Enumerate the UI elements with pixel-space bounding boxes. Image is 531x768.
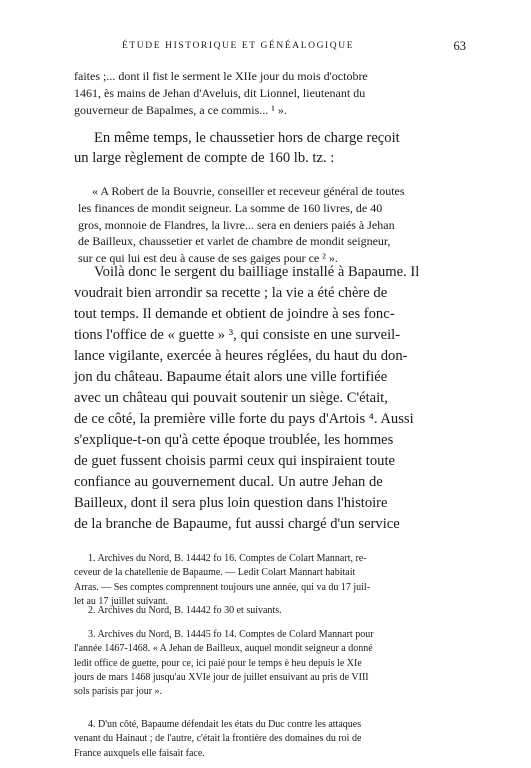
text-line: 4. D'un côté, Bapaume défendait les états du Duc contre les attaques	[88, 719, 362, 730]
text-line: « A Robert de la Bouvrie, conseiller et receveur général de toutes	[92, 184, 405, 198]
text-line: de la branche de Bapaume, fut aussi chargé d'un service	[74, 516, 400, 532]
footnote-4	[74, 718, 466, 761]
text-line: gros, monnoie de Flandres, la livre... sera en deniers paiés à Jehan	[78, 217, 395, 232]
text-line: venant du Hainaut ; de l'autre, c'était la frontière des domaines du roi de	[74, 733, 362, 745]
block-quote	[78, 183, 466, 267]
text-line: Arras. — Ses comptes comprennent toujours une année, qui va du 17 juil-	[74, 581, 371, 593]
text-line: 1461, ès mains de Jehan d'Aveluis, dit Lionnel, lieutenant du	[74, 86, 366, 100]
text-line: les finances de mondit seigneur. La somme de 160 livres, de 40	[78, 200, 383, 215]
page-number: 63	[453, 39, 466, 53]
text-line: 2. Archives du Nord, B. 14442 fo 30 et suivants.	[88, 605, 282, 616]
text-line: voudrait bien arrondir sa recette ; la vie a été chère de	[74, 285, 388, 301]
text-line: 3. Archives du Nord, B. 14445 fo 14. Comptes de Colard Mannart pour	[88, 629, 374, 640]
text-line: Bailleux, dont il sera plus loin question dans l'histoire	[74, 495, 388, 511]
text-line: confiance au gouvernement ducal. Un autre Jehan de	[74, 474, 383, 490]
text-line: de ce côté, la première ville forte du pays d'Artois ⁴. Aussi	[74, 411, 414, 427]
text-line: un large règlement de compte de 160 lb. tz. :	[74, 150, 335, 166]
text-line: de Bailleux, chaussetier et varlet de chambre de mondit seigneur,	[78, 234, 391, 249]
paragraph-3	[74, 262, 466, 535]
text-line: tout temps. Il demande et obtient de joindre à ses fonc-	[74, 306, 395, 322]
text-line: de guet fussent choisis parmi ceux qui inspiraient toute	[74, 453, 395, 469]
text-line: gouverneur de Bapalmes, a ce commis... ¹ ».	[74, 103, 287, 117]
text-line: En même temps, le chaussetier hors de charge reçoit	[94, 130, 400, 146]
paragraph-1	[74, 68, 466, 119]
text-line: avec un château qui pouvait soutenir un siège. C'était,	[74, 390, 388, 406]
text-line: jours de mars 1468 jusqu'au XVIe jour de juillet ensuivant au pris de VIII	[74, 671, 369, 683]
text-line: sur ce qui lui est deu à cause de ses gaiges pour ce ² ».	[78, 251, 338, 266]
text-line: lance vigilante, exercée à heures réglées, du haut du don-	[74, 348, 408, 364]
text-line: faites ;... dont il fist le serment le XIIe jour du mois d'octobre	[74, 69, 368, 83]
text-line: l'année 1467-1468. « A Jehan de Bailleux, auquel mondit seigneur a donné	[74, 643, 373, 655]
text-line: s'explique-t-on qu'à cette époque troublée, les hommes	[74, 432, 394, 448]
text-line: jon du château. Bapaume était alors une ville fortifiée	[74, 369, 388, 385]
text-line: ledit office de guette, pour ce, ici paié pour le temps è heu depuis le XIe	[74, 657, 362, 669]
footnote-1	[74, 552, 466, 609]
text-line: sols parisis par jour ».	[74, 686, 163, 698]
text-line: France auxquels elle faisait face.	[74, 747, 205, 759]
footnote-2	[74, 604, 466, 618]
paragraph-2	[74, 128, 466, 168]
text-line: ceveur de la chatellenie de Bapaume. — Ledit Colart Mannart habitait	[74, 567, 356, 579]
text-line: 1. Archives du Nord, B. 14442 fo 16. Comptes de Colart Mannart, re-	[88, 553, 367, 564]
footnote-3	[74, 628, 466, 699]
text-line: Voilà donc le sergent du bailliage installé à Bapaume. Il	[94, 264, 420, 280]
text-line: let au 17 juillet suivant.	[74, 595, 169, 607]
text-line: tions l'office de « guette » ³, qui consiste en une surveil-	[74, 327, 401, 343]
running-title: ÉTUDE HISTORIQUE ET GÉNÉALOGIQUE	[122, 41, 355, 51]
running-header	[74, 39, 466, 55]
